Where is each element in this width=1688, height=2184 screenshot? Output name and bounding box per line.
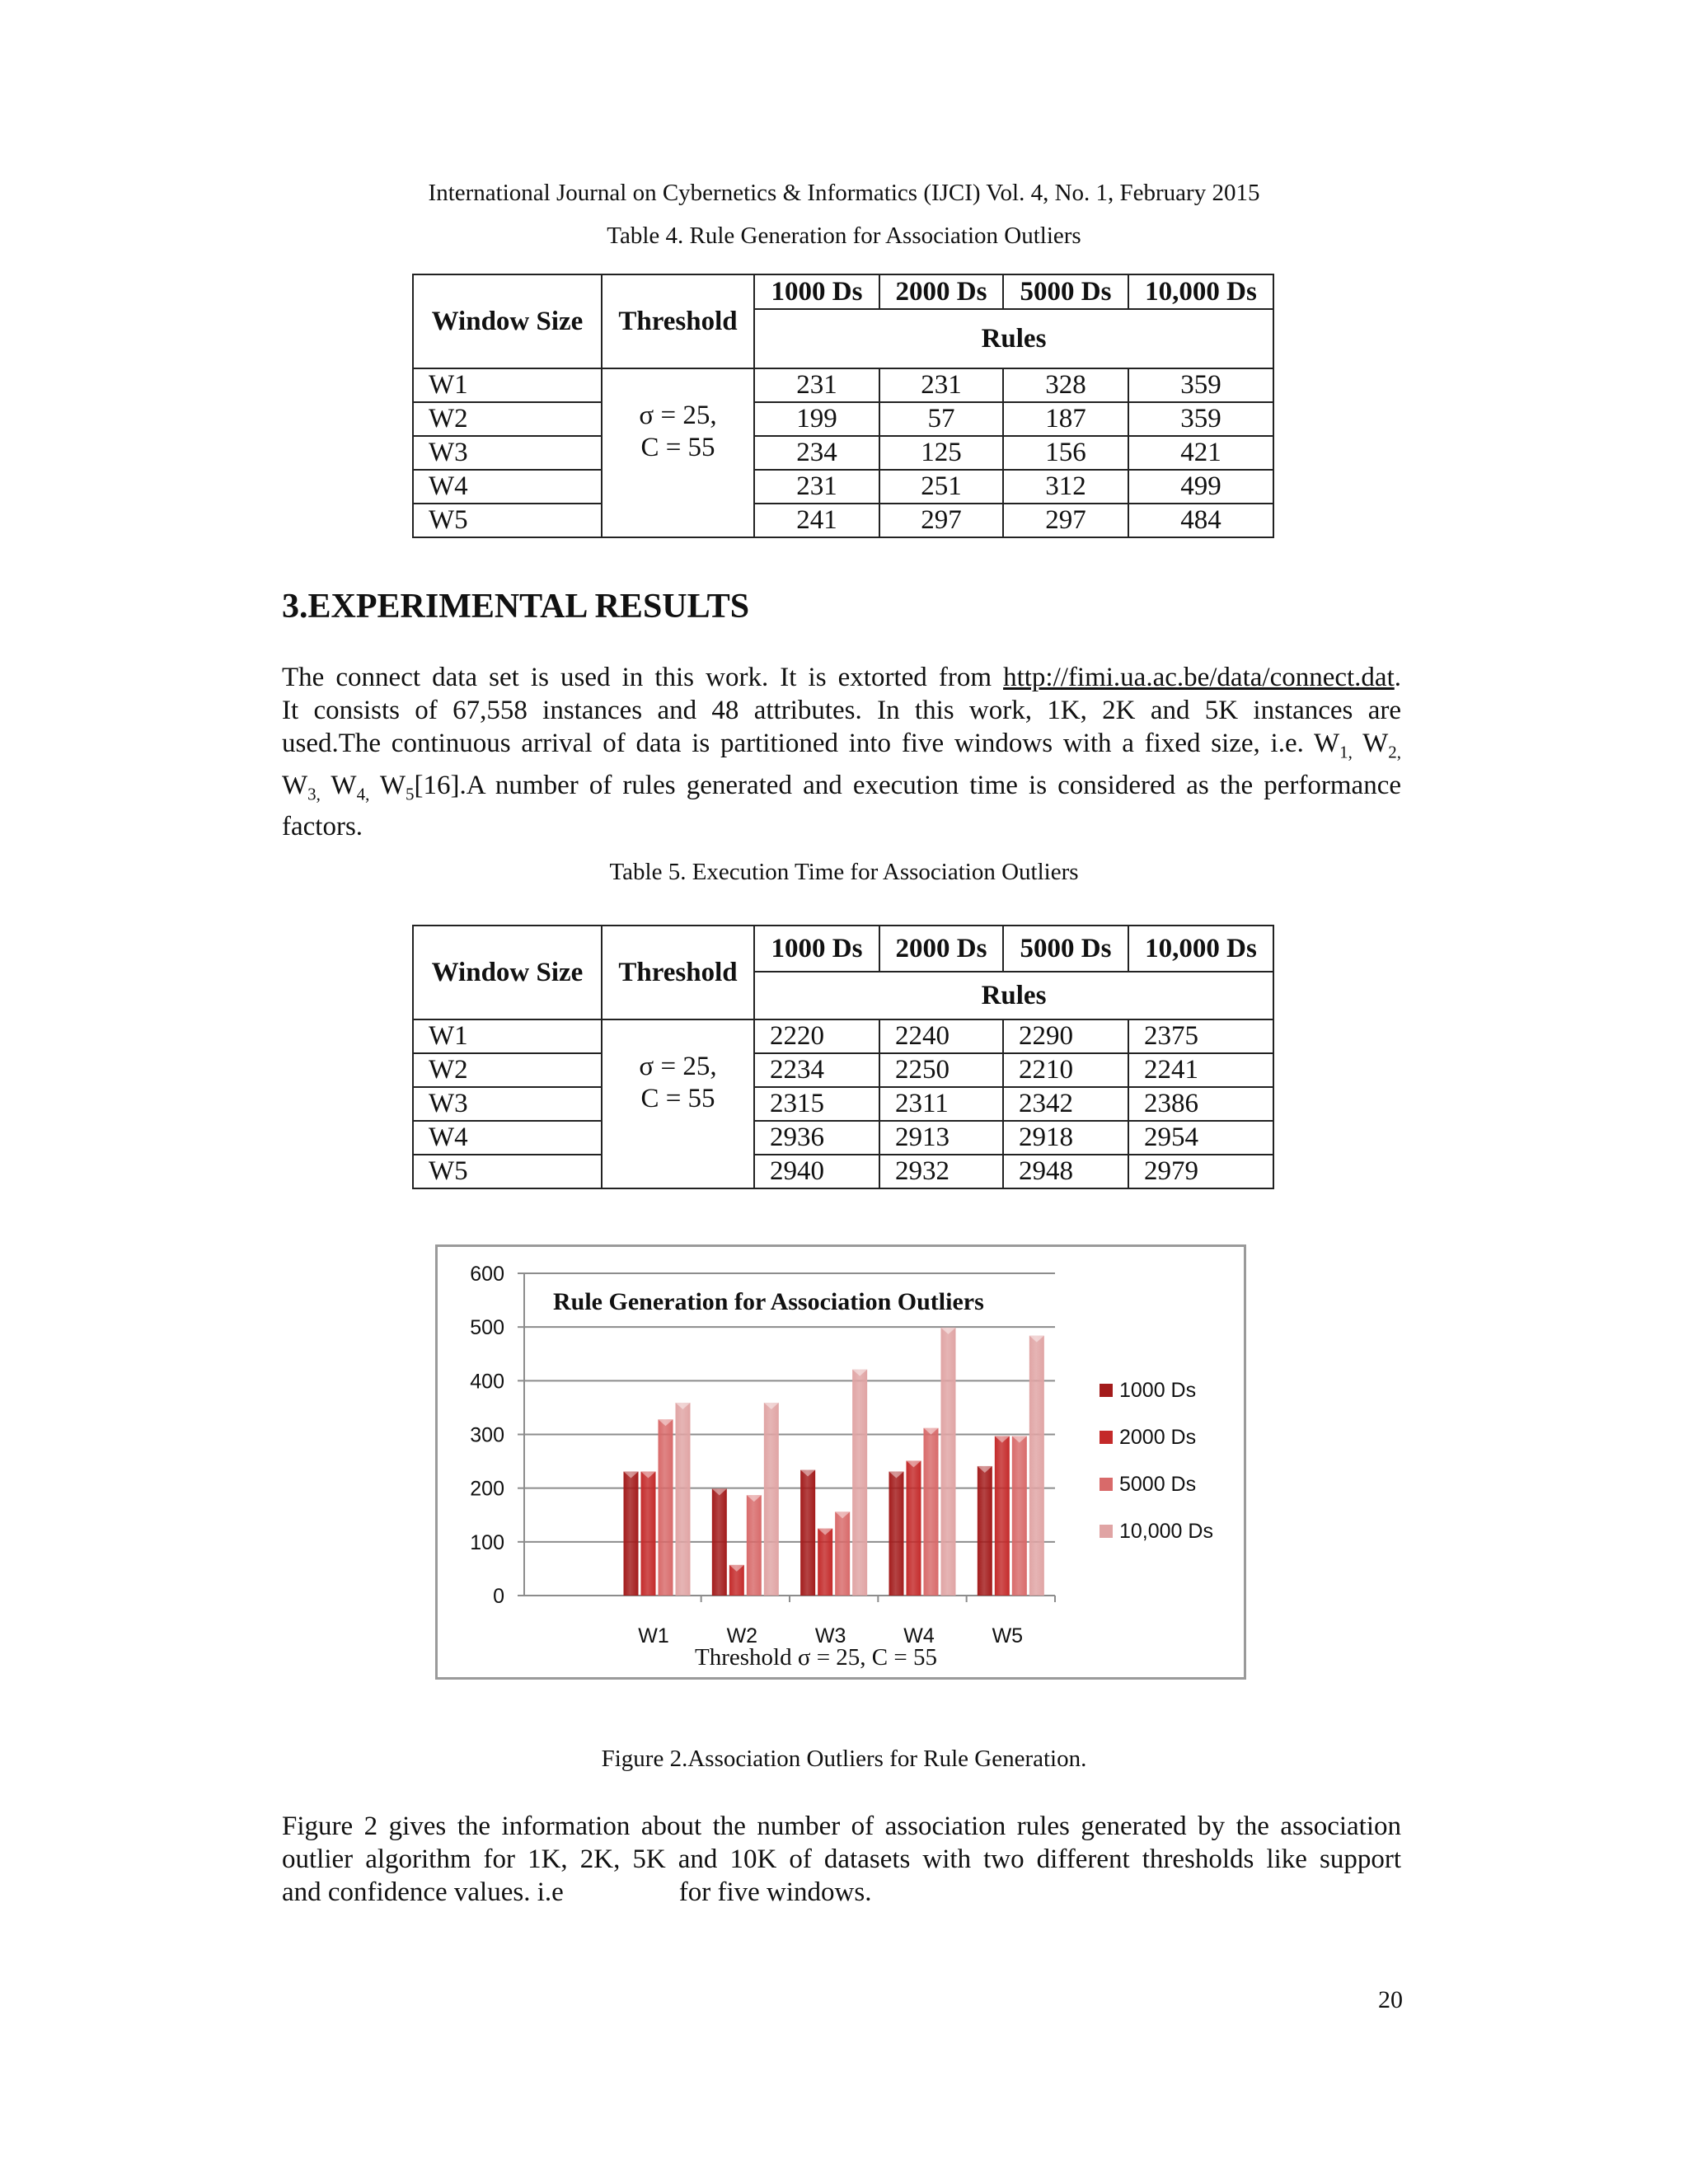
chart-title: Rule Generation for Association Outliers	[553, 1288, 984, 1315]
table5-header-rules: Rules	[754, 972, 1273, 1019]
x-tick-label: W4	[903, 1624, 935, 1647]
bar-w5-1	[995, 1436, 1010, 1596]
bar-w3-3	[852, 1370, 867, 1596]
legend-swatch	[1100, 1431, 1113, 1444]
bar-w3-2	[835, 1511, 850, 1596]
table5-cell: 2290	[1003, 1019, 1128, 1053]
threshold-c: C = 55	[640, 433, 715, 462]
bar-w4-2	[924, 1428, 939, 1596]
bar-w5-0	[978, 1466, 992, 1596]
table4-cell: 421	[1128, 436, 1273, 470]
bar-w2-2	[747, 1495, 762, 1596]
paragraph-line: Figure 2 gives the information about the number of association rules generated by the association	[282, 1811, 1401, 1841]
bar-w1-2	[659, 1419, 673, 1596]
y-tick-label: 300	[470, 1423, 504, 1447]
table4-cell: 231	[754, 470, 879, 504]
table5-cell: 2250	[879, 1053, 1003, 1087]
table5-header-window: Window Size	[413, 926, 602, 1019]
table5-header-threshold: Threshold	[602, 926, 754, 1019]
table4-header-window: Window Size	[413, 274, 602, 368]
table5-window-cell: W1	[413, 1019, 602, 1053]
y-tick-label: 200	[470, 1477, 504, 1501]
table-row	[413, 1087, 1273, 1121]
table4-cell: 251	[879, 470, 1003, 504]
dataset-link[interactable]: http://fimi.ua.ac.be/data/connect.dat	[1003, 663, 1395, 692]
table5-window-cell: W4	[413, 1121, 602, 1155]
legend-swatch	[1100, 1478, 1113, 1491]
table5-cell: 2375	[1128, 1019, 1273, 1053]
table4-cell: 499	[1128, 470, 1273, 504]
chart-xlabel: Threshold σ = 25, C = 55	[694, 1644, 938, 1671]
table-row	[413, 1155, 1273, 1188]
y-tick-label: 500	[470, 1316, 504, 1340]
table5-caption: Table 5. Execution Time for Association Outliers	[609, 859, 1079, 885]
bar-w2-3	[764, 1403, 779, 1596]
table4-cell: 359	[1128, 368, 1273, 402]
bar-w1-0	[624, 1471, 639, 1596]
table-row	[413, 470, 1273, 504]
table5-cell: 2240	[879, 1019, 1003, 1053]
legend-swatch	[1100, 1384, 1113, 1397]
table5-cell: 2315	[754, 1087, 879, 1121]
x-tick-label: W2	[726, 1624, 758, 1647]
table4-cell: 199	[754, 402, 879, 436]
legend-label: 1000 Ds	[1119, 1379, 1197, 1402]
table5-header-ds: 2000 Ds	[879, 926, 1003, 972]
table5	[412, 925, 1274, 1189]
table4-window-cell: W2	[413, 402, 602, 436]
table4-cell: 328	[1003, 368, 1128, 402]
bar-w4-3	[941, 1328, 956, 1596]
legend-label: 5000 Ds	[1119, 1473, 1197, 1496]
threshold-sigma: σ = 25,	[639, 401, 717, 430]
table5-cell: 2311	[879, 1087, 1003, 1121]
bar-w4-0	[889, 1471, 904, 1596]
table5-header-ds: 5000 Ds	[1003, 926, 1128, 972]
table5-cell: 2936	[754, 1121, 879, 1155]
section-title: 3.EXPERIMENTAL RESULTS	[282, 588, 750, 626]
table-row	[413, 402, 1273, 436]
table4-cell: 234	[754, 436, 879, 470]
bar-w5-2	[1012, 1436, 1027, 1596]
table4-window-cell: W1	[413, 368, 602, 402]
table5-cell: 2210	[1003, 1053, 1128, 1087]
table4-window-cell: W4	[413, 470, 602, 504]
journal-header: International Journal on Cybernetics & Informatics (IJCI) Vol. 4, No. 1, February 2015	[428, 180, 1260, 206]
figure-caption: Figure 2.Association Outliers for Rule Generation.	[601, 1746, 1087, 1772]
table-row	[413, 504, 1273, 537]
table4-cell: 312	[1003, 470, 1128, 504]
paragraph-line: used.The continuous arrival of data is partitioned into five windows with a fixed size, i.e. $W_{1,}$ $W_{2,}$	[282, 729, 1401, 762]
rule-generation-chart	[435, 1244, 1246, 1680]
table4-header-ds: 2000 Ds	[879, 274, 1003, 309]
table5-threshold-cell	[602, 1019, 754, 1188]
paragraph-experimental	[282, 661, 1401, 843]
table4-header-ds: 10,000 Ds	[1128, 274, 1273, 309]
table5-cell: 2940	[754, 1155, 879, 1188]
table4-caption: Table 4. Rule Generation for Association Outliers	[607, 223, 1081, 249]
table5-cell: 2932	[879, 1155, 1003, 1188]
table4-window-cell: W3	[413, 436, 602, 470]
table5-cell: 2386	[1128, 1087, 1273, 1121]
table5-cell: 2342	[1003, 1087, 1128, 1121]
bar-w1-1	[641, 1471, 656, 1596]
paragraph-line: It consists of 67,558 instances and 48 attributes. In this work, 1K, 2K and 5K instances are	[282, 696, 1401, 725]
table5-cell: 2241	[1128, 1053, 1273, 1087]
table4-cell: 125	[879, 436, 1003, 470]
table5-header-ds: 1000 Ds	[754, 926, 879, 972]
paragraph-line: and confidence values. i.e for five windows.	[282, 1877, 872, 1907]
table4-cell: 187	[1003, 402, 1128, 436]
table5-window-cell: W2	[413, 1053, 602, 1087]
paragraph-line: outlier algorithm for 1K, 2K, 5K and 10K of datasets with two different thresholds like support	[282, 1844, 1401, 1874]
table4-cell: 484	[1128, 504, 1273, 537]
table-row	[413, 1053, 1273, 1087]
table4-window-cell: W5	[413, 504, 602, 537]
legend-label: 2000 Ds	[1119, 1426, 1197, 1449]
paragraph-line: $W_{3,}$ $W_{4,}$ $W_5[16].A$ number of rules generated and execution time is considered as the performance	[282, 770, 1402, 804]
table4-cell: 231	[754, 368, 879, 402]
table5-window-cell: W3	[413, 1087, 602, 1121]
table4-cell: 57	[879, 402, 1003, 436]
table5-header-ds: 10,000 Ds	[1128, 926, 1273, 972]
table-row	[413, 1019, 1273, 1053]
x-tick-label: W3	[814, 1624, 846, 1647]
table4-cell: 231	[879, 368, 1003, 402]
table5-cell: 2954	[1128, 1121, 1273, 1155]
table5-cell: 2918	[1003, 1121, 1128, 1155]
table4-cell: 156	[1003, 436, 1128, 470]
bar-w2-0	[712, 1488, 727, 1596]
threshold-sigma: σ = 25,	[639, 1052, 717, 1081]
table4-cell: 241	[754, 504, 879, 537]
table4-threshold-cell	[602, 368, 754, 537]
table4-header-ds: 1000 Ds	[754, 274, 879, 309]
table4-header-threshold: Threshold	[602, 274, 754, 368]
table4-cell: 297	[1003, 504, 1128, 537]
bar-w5-3	[1029, 1336, 1044, 1596]
bar-w4-1	[907, 1460, 921, 1596]
paragraph-line: The connect data set is used in this work. It is extorted from http://fimi.ua.ac.be/data/connect.dat.	[282, 663, 1401, 692]
table4-cell: 297	[879, 504, 1003, 537]
table4	[412, 274, 1274, 538]
y-tick-label: 100	[470, 1530, 504, 1554]
table5-cell: 2234	[754, 1053, 879, 1087]
table5-cell: 2913	[879, 1121, 1003, 1155]
table4-cell: 359	[1128, 402, 1273, 436]
table4-header-ds: 5000 Ds	[1003, 274, 1128, 309]
bar-w3-0	[800, 1470, 815, 1596]
y-tick-label: 600	[470, 1263, 504, 1286]
x-tick-label: W1	[638, 1624, 669, 1647]
table-row	[413, 436, 1273, 470]
table5-cell: 2979	[1128, 1155, 1273, 1188]
table4-header-rules: Rules	[754, 309, 1273, 368]
legend-swatch	[1100, 1525, 1113, 1538]
bar-w1-3	[676, 1403, 691, 1596]
threshold-c: C = 55	[640, 1084, 715, 1113]
table5-cell: 2220	[754, 1019, 879, 1053]
table5-cell: 2948	[1003, 1155, 1128, 1188]
legend-label: 10,000 Ds	[1119, 1520, 1213, 1543]
table-row	[413, 1121, 1273, 1155]
x-tick-label: W5	[992, 1624, 1024, 1647]
page-number: 20	[1378, 1986, 1403, 2013]
y-tick-label: 400	[470, 1370, 504, 1394]
table-row	[413, 368, 1273, 402]
bar-w3-1	[818, 1529, 832, 1596]
paragraph-figure2	[282, 1810, 1401, 1909]
table5-window-cell: W5	[413, 1155, 602, 1188]
paragraph-line: factors.	[282, 812, 363, 842]
y-tick-label: 0	[493, 1585, 504, 1608]
